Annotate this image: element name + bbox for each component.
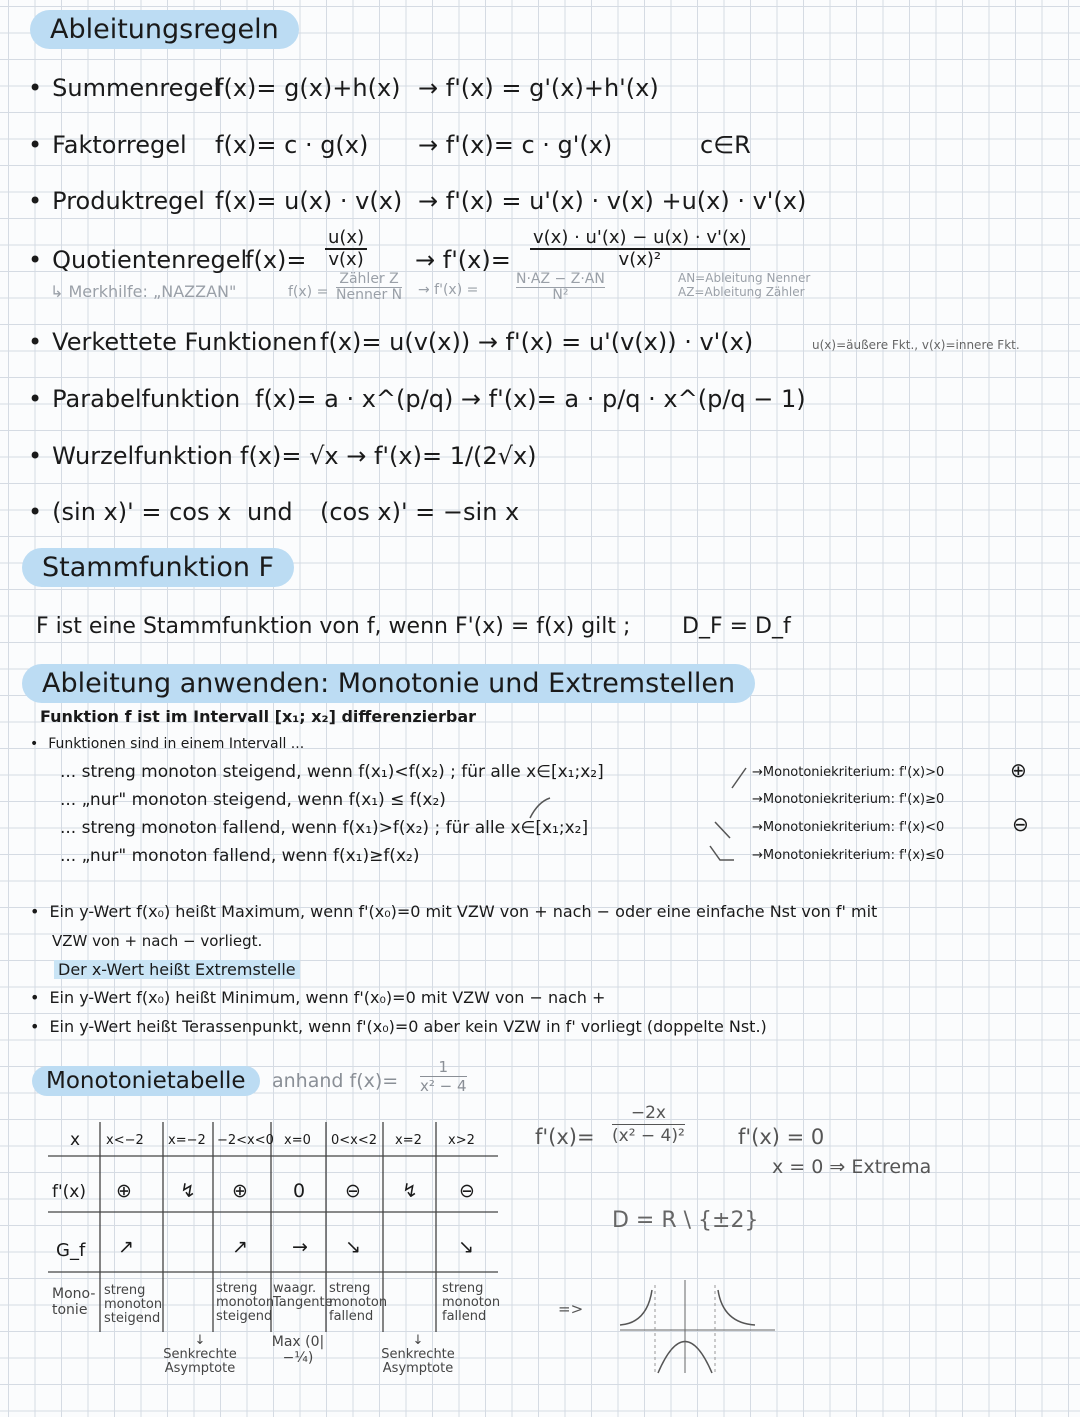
power-rule-formula: f(x)= a · x^(p/q) → f'(x)= a · p/q · x^(p/q − 1)	[255, 385, 806, 413]
quotient-mn-den: Nenner N	[336, 287, 403, 303]
chain-rule-note: u(x)=äußere Fkt., v(x)=innere Fkt.	[812, 338, 1020, 352]
quotient-mnemonic: ↳ Merkhilfe: „NAZZAN"	[50, 282, 237, 301]
mono-line-1: ... streng monoton steigend, wenn f(x₁)<f(x₂) ; für alle x∈[x₁;x₂]	[60, 762, 604, 782]
quotient-rden: v(x)²	[618, 249, 662, 270]
function-graph-sketch	[615, 1275, 780, 1375]
table-graph-label: G_f	[56, 1240, 86, 1261]
section-title-application: Ableitung anwenden: Monotonie und Extremstellen	[22, 664, 755, 703]
terrace-line-text: Ein y-Wert heißt Terassenpunkt, wenn f'(x₀)=0 aber kein VZW in f' vorliegt (doppelte Nst.)	[49, 1017, 767, 1036]
trig-und: und	[247, 498, 293, 526]
trig-sin: • (sin x)' = cos x	[28, 498, 231, 526]
sum-rule-name: • Summenregel	[28, 74, 220, 102]
section-title-derivative-rules: Ableitungsregeln	[30, 10, 299, 49]
quotient-rule-fprefix: f(x)=	[245, 246, 307, 274]
table-header-6: x=2	[395, 1133, 422, 1148]
section-title-monotony-table: Monotonietabelle	[32, 1066, 260, 1096]
maximum-line-2: VZW von + nach − vorliegt.	[52, 932, 263, 950]
table-anhand: anhand f(x)=	[272, 1070, 399, 1092]
factor-rule-note: c∈R	[700, 131, 751, 159]
quotient-legend-az: AZ=Ableitung Zähler	[678, 285, 805, 299]
deriv-fraction	[612, 1102, 685, 1147]
deriv-num: −2x	[612, 1102, 685, 1125]
quotient-legend	[678, 271, 810, 299]
mono-line-4: ... „nur" monoton fallend, wenn f(x₁)≥f(x₂)	[60, 846, 420, 866]
deriv-lhs: f'(x)=	[535, 1125, 595, 1149]
stamm-text: F ist eine Stammfunktion von f, wenn F'(x) = f(x) gilt ;	[36, 614, 631, 639]
application-intro: Funktion f ist im Intervall [x₁; x₂] differenzierbar	[40, 707, 477, 726]
quotient-rule-fraction	[325, 228, 367, 270]
table-mono-3: streng monoton steigend	[216, 1281, 275, 1324]
mono-line-2: ... „nur" monoton steigend, wenn f(x₁) ≤ f(x₂)	[60, 790, 446, 810]
maximum-line-3	[54, 960, 300, 979]
factor-rule-f: f(x)= c · g(x)	[215, 131, 369, 159]
quotient-mn-arrow: → f'(x) =	[418, 282, 479, 298]
maximum-line-1-text: Ein y-Wert f(x₀) heißt Maximum, wenn f'(x₀)=0 mit VZW von + nach − oder eine einfache Nst von f' mit	[49, 902, 878, 921]
factor-rule-fprime: → f'(x)= c · g'(x)	[418, 131, 613, 159]
table-header-1: x<−2	[106, 1133, 144, 1148]
table-graph-5: ↘	[345, 1236, 361, 1258]
mono-sign-3: ⊖	[1012, 812, 1029, 836]
table-fprime-4: 0	[293, 1180, 306, 1202]
sum-rule-fprime: → f'(x) = g'(x)+h'(x)	[418, 74, 659, 102]
table-fprime-label: f'(x)	[52, 1182, 86, 1202]
arrow-down-icon: ↓	[412, 1333, 424, 1348]
quotient-num: u(x)	[325, 228, 367, 250]
quotient-mn-f: f(x) =	[288, 284, 329, 300]
quotient-rule-arrow: → f'(x)=	[415, 246, 511, 274]
table-graph-1: ↗	[118, 1236, 134, 1258]
deriv-zero: f'(x) = 0	[738, 1125, 825, 1149]
deriv-solution: x = 0 ⇒ Extrema	[772, 1156, 932, 1178]
quotient-rnum: v(x) · u'(x) − u(x) · v'(x)	[530, 228, 750, 250]
quotient-mn-rden: N²	[552, 287, 569, 303]
table-header-3: −2<x<0	[217, 1133, 274, 1148]
table-fprime-2: ↯	[180, 1180, 196, 1202]
table-mono-4: waagr. Tangente	[273, 1281, 333, 1310]
minimum-line	[30, 988, 605, 1007]
mono-sign-1: ⊕	[1010, 758, 1027, 782]
application-lead: • Funktionen sind in einem Intervall ...	[30, 736, 304, 752]
mono-crit-3: →Monotoniekriterium: f'(x)<0	[752, 820, 945, 835]
table-mono-7: streng monoton fallend	[442, 1281, 501, 1324]
deriv-den: (x² − 4)²	[612, 1126, 685, 1146]
mono-line-3: ... streng monoton fallend, wenn f(x₁)>f(x₂) ; für alle x∈[x₁;x₂]	[60, 818, 589, 838]
quotient-mn-num: Zähler Z	[336, 272, 402, 288]
quotient-mn-rnum: N·AZ − Z·AN	[516, 271, 605, 287]
table-below-asymptote-1	[160, 1334, 240, 1376]
mono-crit-4: →Monotoniekriterium: f'(x)≤0	[752, 848, 945, 863]
power-rule-name: • Parabelfunktion	[28, 385, 240, 413]
table-mono-5: streng monoton fallend	[329, 1281, 388, 1324]
terrace-line	[30, 1017, 767, 1036]
table-function	[420, 1058, 467, 1095]
quotient-mn-result	[516, 272, 605, 303]
table-mono-1: streng monoton steigend	[104, 1283, 163, 1326]
asymptote-1-text: Senkrechte Asymptote	[163, 1347, 237, 1376]
table-below-max: Max (0|−¼)	[271, 1334, 325, 1366]
arrow-down-icon: ↓	[194, 1333, 206, 1348]
table-fprime-6: ↯	[402, 1180, 418, 1202]
maximum-line-1	[30, 902, 877, 921]
table-graph-4: →	[292, 1236, 308, 1258]
implies-arrow: =>	[558, 1300, 584, 1318]
table-fprime-3: ⊕	[232, 1180, 248, 1202]
extremstelle-text: Der x-Wert heißt Extremstelle	[54, 960, 300, 979]
table-f-num: 1	[420, 1058, 467, 1077]
table-fprime-7: ⊖	[459, 1180, 475, 1202]
asymptote-2-text: Senkrechte Asymptote	[381, 1347, 455, 1376]
root-rule-name: • Wurzelfunktion	[28, 442, 233, 470]
quotient-rule-name: • Quotientenregel	[28, 246, 247, 274]
table-f-den: x² − 4	[420, 1077, 467, 1095]
table-below-asymptote-2	[378, 1334, 458, 1376]
table-header-7: x>2	[448, 1133, 475, 1148]
trig-cos: (cos x)' = −sin x	[320, 498, 520, 526]
table-graph-7: ↘	[458, 1236, 474, 1258]
mono-crit-1: →Monotoniekriterium: f'(x)>0	[752, 765, 945, 780]
section-title-antiderivative: Stammfunktion F	[22, 548, 294, 587]
product-rule-fprime: → f'(x) = u'(x) · v(x) +u(x) · v'(x)	[418, 187, 807, 215]
minimum-line-text: Ein y-Wert f(x₀) heißt Minimum, wenn f'(x₀)=0 mit VZW von − nach +	[49, 988, 606, 1007]
table-graph-3: ↗	[232, 1236, 248, 1258]
stamm-domain: D_F = D_f	[682, 614, 791, 639]
quotient-rule-result	[530, 228, 750, 270]
chain-rule-formula: f(x)= u(v(x)) → f'(x) = u'(v(x)) · v'(x)	[320, 328, 754, 356]
domain-text: D = R \ {±2}	[612, 1208, 759, 1233]
quotient-mn-fraction	[336, 272, 402, 303]
chain-rule-name: • Verkettete Funktionen	[28, 328, 317, 356]
sum-rule-f: f(x)= g(x)+h(x)	[215, 74, 401, 102]
table-header-x: x	[70, 1130, 81, 1150]
product-rule-name: • Produktregel	[28, 187, 205, 215]
quotient-legend-an: AN=Ableitung Nenner	[678, 271, 811, 285]
table-mono-label: Mono-tonie	[52, 1286, 96, 1318]
table-fprime-1: ⊕	[116, 1180, 132, 1202]
monotony-sketches	[520, 760, 760, 870]
table-header-4: x=0	[284, 1133, 311, 1148]
factor-rule-name: • Faktorregel	[28, 131, 187, 159]
quotient-den: v(x)	[328, 249, 364, 270]
product-rule-f: f(x)= u(x) · v(x)	[215, 187, 403, 215]
table-header-2: x=−2	[168, 1133, 206, 1148]
table-header-5: 0<x<2	[331, 1133, 378, 1148]
root-rule-formula: f(x)= √x → f'(x)= 1/(2√x)	[240, 442, 537, 470]
mono-crit-2: →Monotoniekriterium: f'(x)≥0	[752, 792, 945, 807]
table-fprime-5: ⊖	[345, 1180, 361, 1202]
